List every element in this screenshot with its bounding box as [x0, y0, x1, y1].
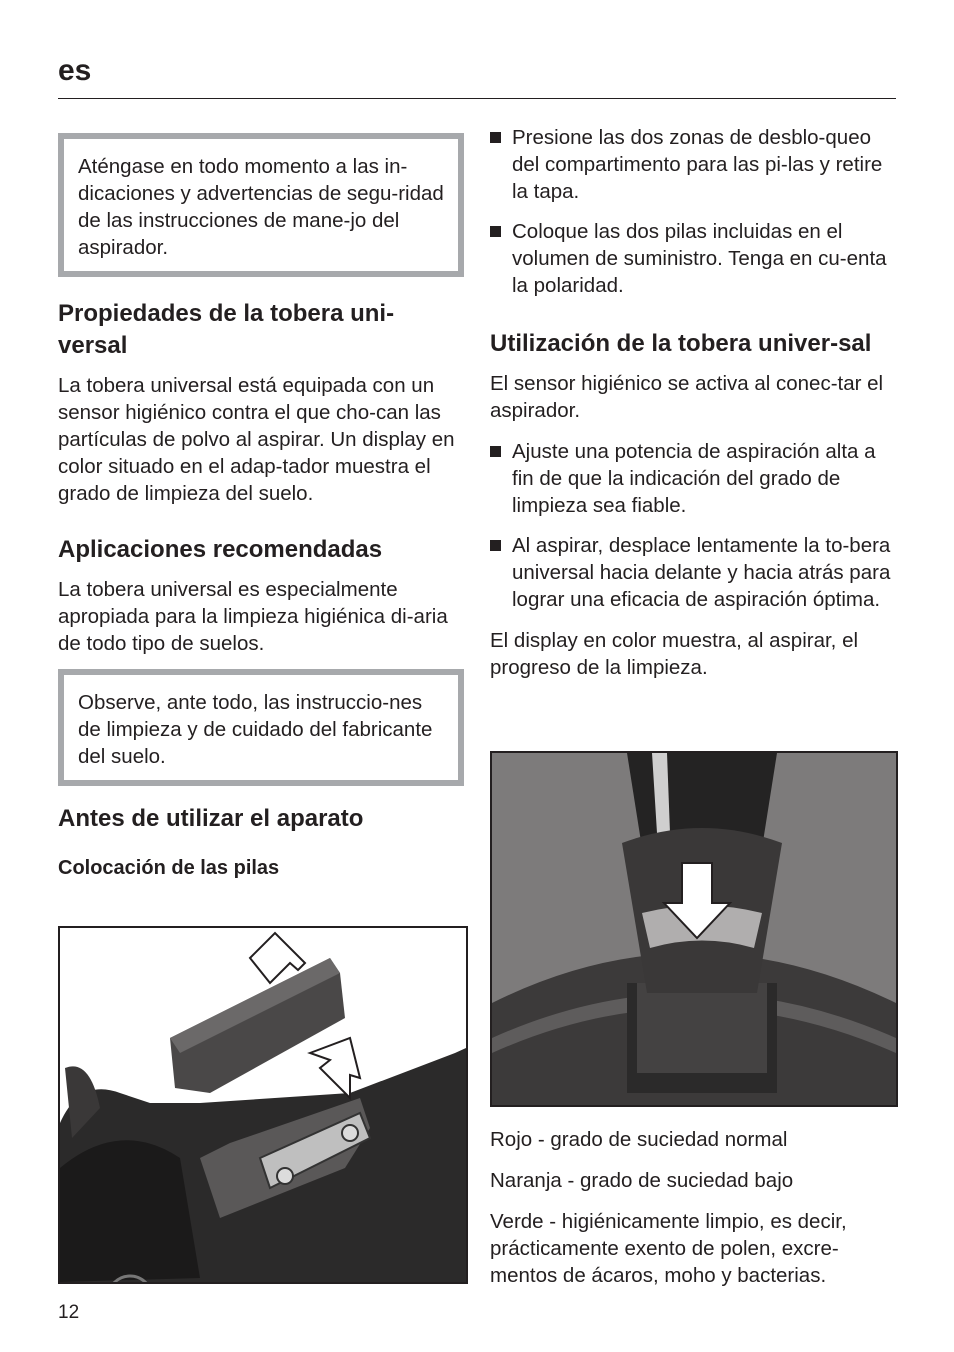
nozzle-illustration	[490, 751, 898, 1107]
list-item-text: Coloque las dos pilas incluidas en el volumen de suministro. Tenga en cu-enta la polaridad.	[512, 220, 887, 297]
bullet-square-icon	[490, 132, 501, 143]
floor-care-note-text: Observe, ante todo, las instruccio-nes de limpieza y de cuidado del fabricante del suelo.	[78, 691, 433, 768]
safety-note	[58, 133, 464, 277]
list-item	[490, 218, 896, 299]
floor-care-note	[58, 669, 464, 786]
list-item-text: Al aspirar, desplace lentamente la to-bera universal hacia delante y hacia atrás para lograr una eficacia de aspiración óptima.	[512, 534, 891, 611]
legend-orange: Naranja - grado de suciedad bajo	[490, 1169, 794, 1192]
legend-red: Rojo - grado de suciedad normal	[490, 1128, 788, 1151]
paragraph-display: El display en color muestra, al aspirar, el progreso de la limpieza.	[490, 629, 859, 679]
paragraph-propiedades: La tobera universal está equipada con un sensor higiénico contra el que cho-can las partículas de polvo al aspirar. Un display en color situado en el adap-tador muestra el grado de limpieza del suelo.	[58, 374, 455, 505]
heading-antes: Antes de utilizar el aparato	[58, 805, 364, 832]
paragraph-aplicaciones: La tobera universal es especialmente apropiada para la limpieza higiénica di-aria de todo tipo de suelos.	[58, 578, 448, 655]
list-item	[490, 124, 896, 205]
heading-aplicaciones: Aplicaciones recomendadas	[58, 536, 383, 563]
battery-illustration	[58, 926, 468, 1284]
list-item-text: Presione las dos zonas de desblo-queo del compartimento para las pi-las y retire la tapa.	[512, 126, 883, 203]
safety-note-text: Aténgase en todo momento a las in-dicaciones y advertencias de segu-ridad de las instrucciones de mane-jo del aspirador.	[78, 155, 444, 259]
usage-steps-list	[490, 438, 896, 613]
right-column	[490, 124, 896, 681]
color-legend	[490, 1126, 896, 1289]
language-code: es	[58, 54, 92, 87]
list-item	[490, 438, 896, 519]
heading-utilizacion: Utilización de la tobera univer-sal	[490, 330, 872, 357]
header-rule	[58, 98, 896, 99]
bullet-square-icon	[490, 446, 501, 457]
heading-propiedades: Propiedades de la tobera uni-versal	[58, 300, 395, 359]
battery-drawing	[60, 928, 466, 1282]
battery-steps-list	[490, 124, 896, 299]
bullet-square-icon	[490, 540, 501, 551]
left-column	[58, 124, 466, 881]
list-item	[490, 532, 896, 613]
legend-green: Verde - higiénicamente limpio, es decir, prácticamente exento de polen, excre-mentos de ácaros, moho y bacterias.	[490, 1210, 847, 1287]
list-item-text: Ajuste una potencia de aspiración alta a fin de que la indicación del grado de limpieza sea fiable.	[512, 440, 876, 517]
heading-pilas: Colocación de las pilas	[58, 857, 280, 879]
paragraph-sensor: El sensor higiénico se activa al conec-tar el aspirador.	[490, 372, 884, 422]
page-number: 12	[58, 1302, 80, 1323]
nozzle-drawing	[492, 753, 896, 1105]
bullet-square-icon	[490, 226, 501, 237]
